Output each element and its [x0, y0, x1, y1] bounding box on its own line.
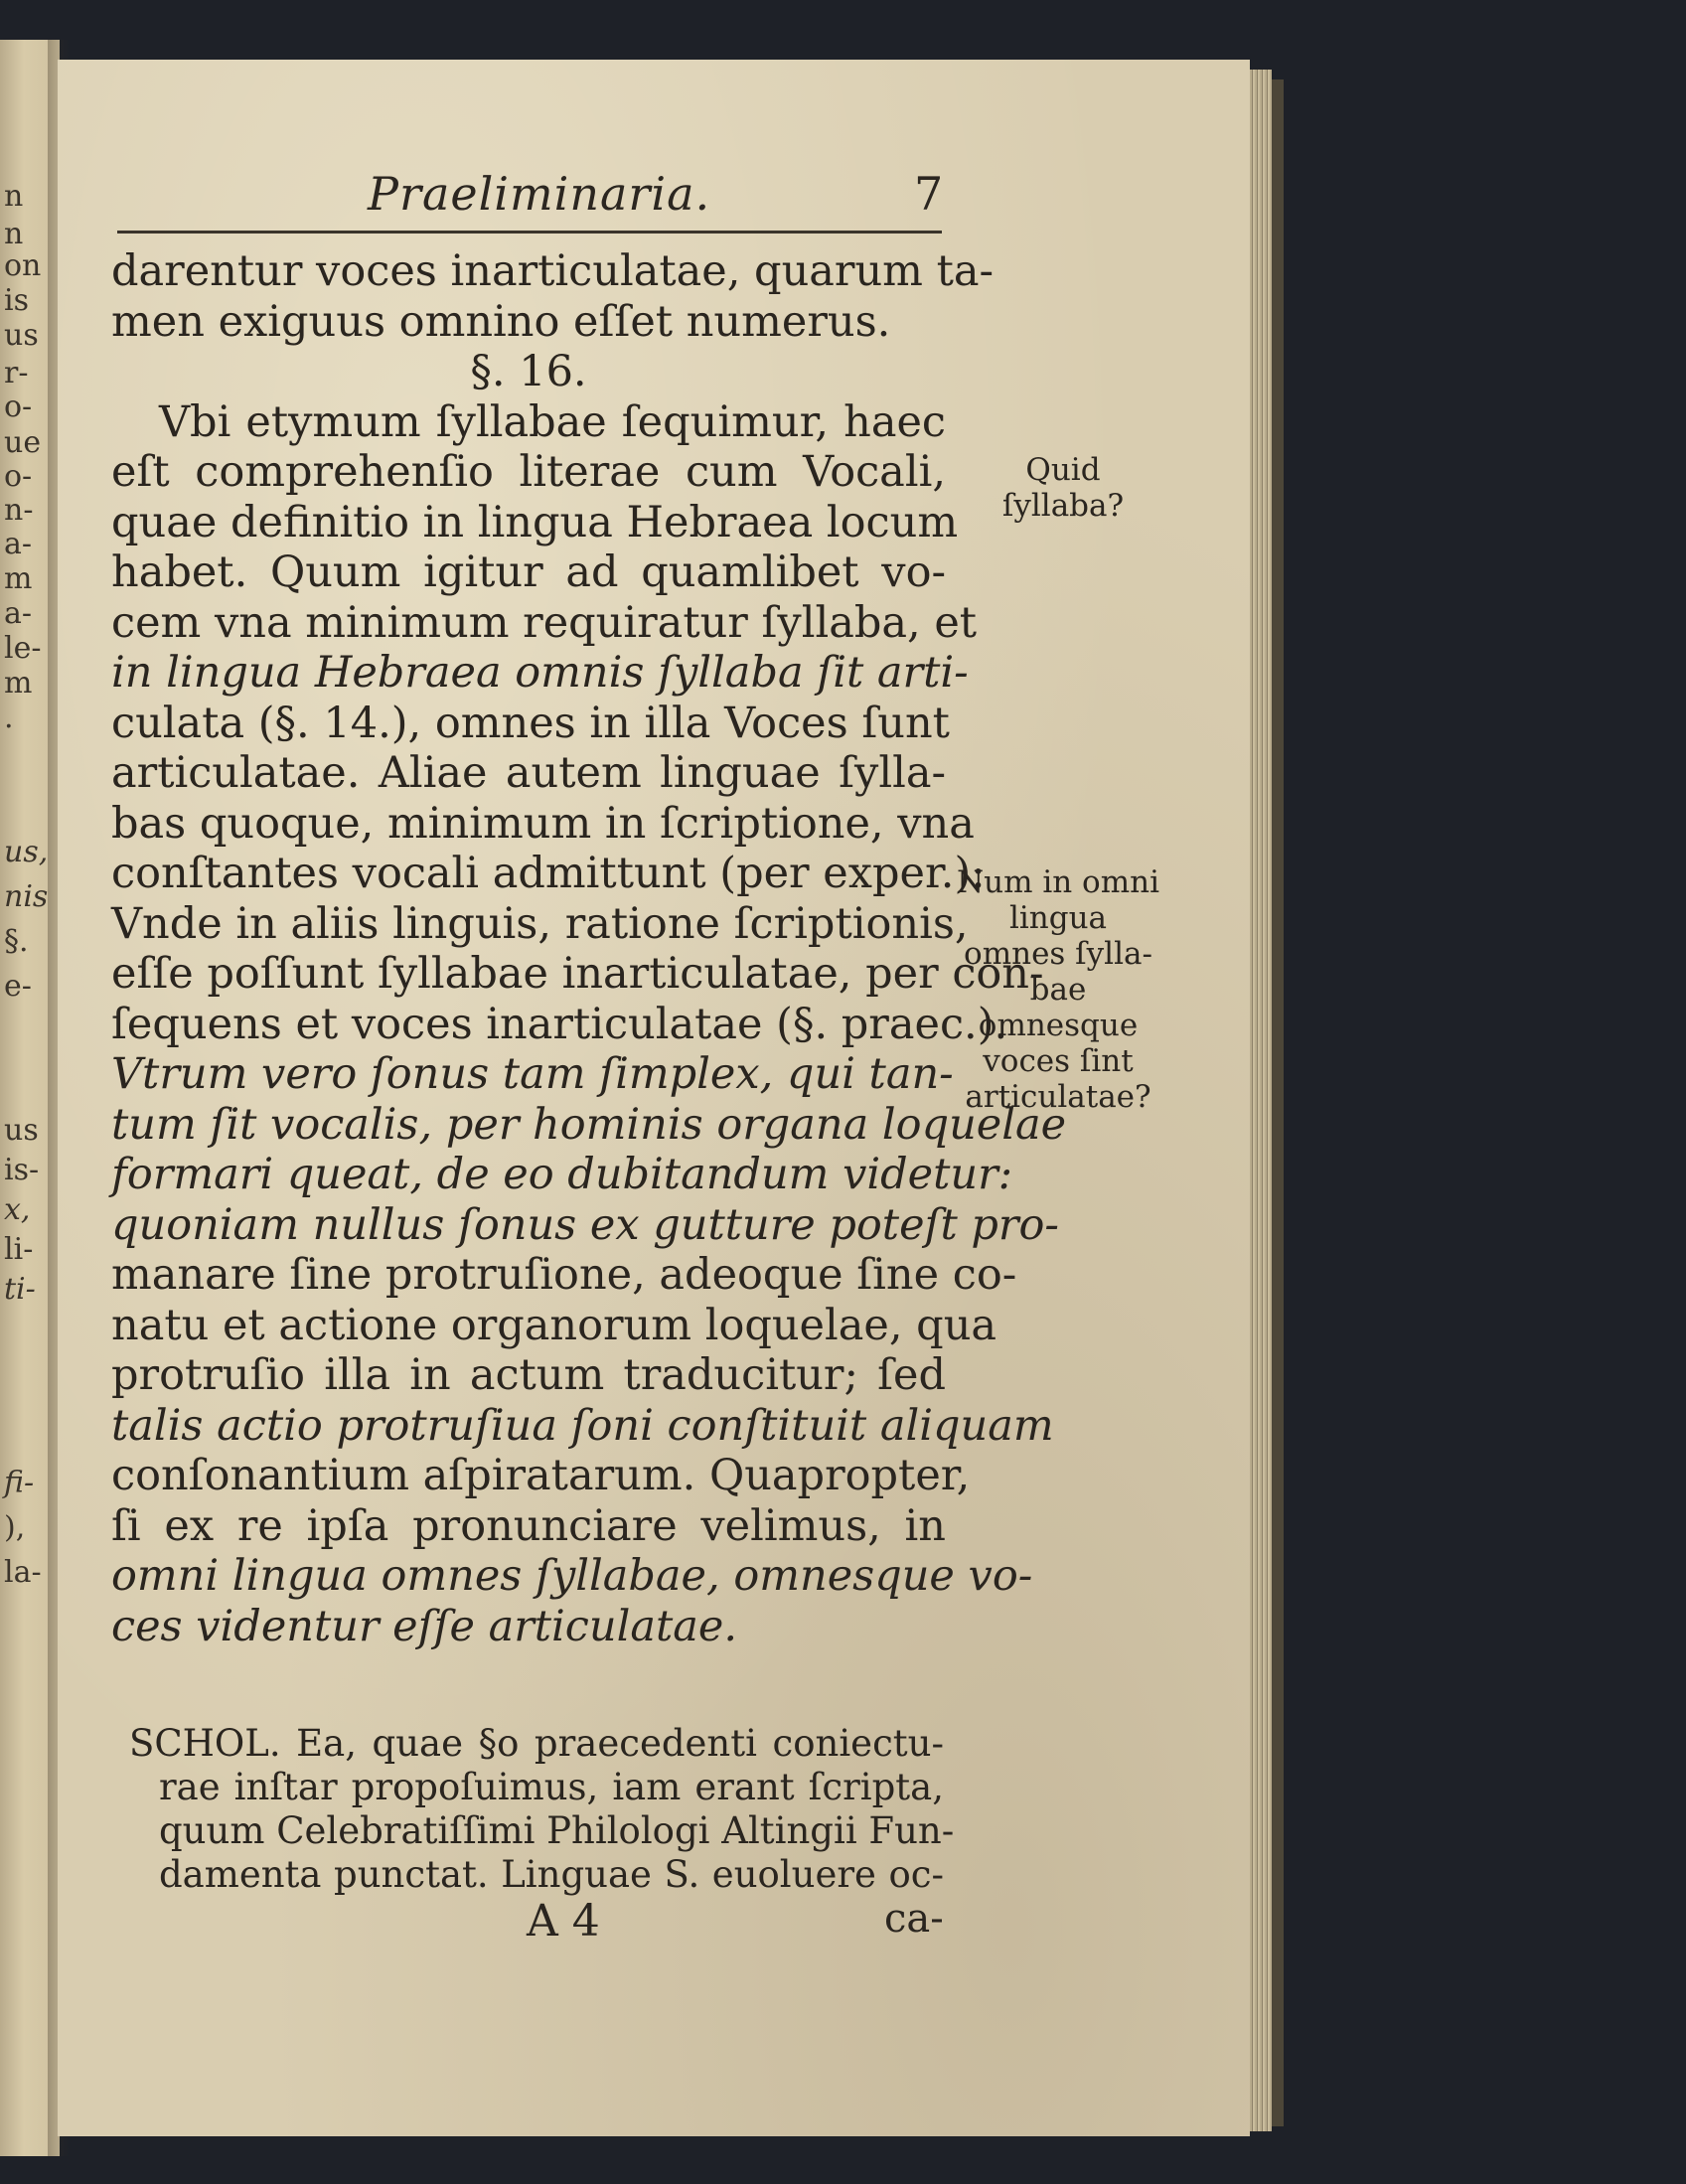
- marginal-line: omnesque: [978, 1008, 1139, 1043]
- text-line: cem vna minimum requiratur ſyllaba, et: [111, 597, 978, 648]
- text-line: darentur voces inarticulatae, quarum ta-: [111, 246, 995, 296]
- marginal-note-num-in-omni-lingua: [944, 864, 1172, 1115]
- facing-page-fragment: on: [4, 248, 42, 283]
- text-line: eſt comprehenſio literae cum Vocali,: [111, 447, 946, 497]
- text-line: men exiguus omnino eſſet numerus.: [111, 296, 891, 347]
- facing-page-fragment: a-: [4, 596, 33, 631]
- facing-page-fragment: ti-: [4, 1272, 36, 1307]
- facing-page-fragment: m: [4, 666, 33, 701]
- marginal-note-quid-syllaba: [979, 452, 1148, 524]
- text-line: conſonantium aſpiratarum. Quapropter,: [111, 1451, 971, 1500]
- text-line: quae definitio in lingua Hebraea locum: [111, 497, 959, 547]
- text-line: manare ſine protruſione, adeoque ſine co-: [111, 1250, 1017, 1300]
- facing-page-fragment: o-: [4, 459, 33, 494]
- facing-page-fragment: e-: [4, 969, 32, 1004]
- facing-page-fragment: is: [4, 283, 29, 318]
- catchword: ca-: [884, 1896, 944, 1942]
- scholium-line: damenta punctat. Linguae S. euoluere oc-: [159, 1853, 944, 1896]
- marginal-line: bae: [1029, 972, 1087, 1008]
- facing-page-fragment: n-: [4, 493, 34, 528]
- text-line: ſequens et voces inarticulatae (§. praec.).: [111, 999, 1008, 1049]
- facing-page-fragment: nis: [4, 879, 49, 914]
- text-line: conſtantes vocali admittunt (per exper.):: [111, 849, 986, 898]
- facing-page-fragment: .: [4, 701, 14, 735]
- running-head: Praeliminaria.: [368, 167, 711, 221]
- page-edges: [1250, 70, 1272, 2131]
- section-heading: §. 16.: [470, 347, 587, 396]
- marginal-line: Quid: [1025, 452, 1101, 488]
- text-line: ces videntur eſſe articulatae.: [111, 1601, 737, 1651]
- facing-page-fragment: is-: [4, 1153, 40, 1187]
- facing-page-fragment: a-: [4, 527, 33, 561]
- facing-page-fragment: n: [4, 179, 24, 214]
- facing-page-fragment: li-: [4, 1232, 34, 1267]
- text-line: eſſe poſſunt ſyllabae inarticulatae, per con-: [111, 949, 1044, 999]
- page-number: 7: [914, 167, 944, 221]
- text-line: in lingua Hebraea omnis ſyllaba ſit arti-: [111, 648, 969, 698]
- scholium-line: SCHOL. Ea, quae §o praecedenti coniectu-: [129, 1722, 944, 1765]
- text-line: ſi ex re ipſa pronunciare velimus, in: [111, 1500, 946, 1551]
- text-line: articulatae. Aliae autem linguae ſylla-: [111, 748, 946, 798]
- facing-page-fragment: us: [4, 1113, 39, 1148]
- facing-page-fragment: ue: [4, 425, 42, 460]
- facing-page-fragment: m: [4, 561, 33, 596]
- text-line: tum ſit vocalis, per hominis organa loquelae: [111, 1099, 1067, 1150]
- marginal-line: omnes ſylla-: [964, 936, 1152, 972]
- text-line: habet. Quum igitur ad quamlibet vo-: [111, 547, 946, 597]
- text-line: Vbi etymum ſyllabae ſequimur, haec: [159, 396, 946, 447]
- text-line: protruſio illa in actum traducitur; ſed: [111, 1350, 946, 1400]
- facing-page-fragment: x,: [4, 1192, 31, 1227]
- facing-page-fragment: ),: [4, 1510, 26, 1545]
- text-line: culata (§. 14.), omnes in illa Voces ſunt: [111, 698, 950, 748]
- facing-page-fragment: n: [4, 217, 24, 251]
- text-line: formari queat, de eo dubitandum videtur:: [111, 1150, 1013, 1199]
- text-line: talis actio protruſiua ſoni conſtituit aliquam: [111, 1400, 1054, 1451]
- facing-page-fragment: r-: [4, 356, 29, 390]
- page-edge-shadow: [1272, 79, 1284, 2126]
- facing-page-fragment: fi-: [4, 1466, 35, 1500]
- scholium-line: quum Celebratiſſimi Philologi Altingii Fun-: [159, 1809, 955, 1852]
- facing-page-fragment: §.: [4, 924, 29, 959]
- facing-page-fragment: us,: [4, 835, 49, 869]
- text-line: omni lingua omnes ſyllabae, omnesque vo-: [111, 1551, 1033, 1601]
- text-line: bas quoque, minimum in ſcriptione, vna: [111, 798, 975, 849]
- facing-page-fragment: us: [4, 318, 39, 353]
- text-line: Vnde in aliis linguis, ratione ſcriptionis,: [111, 898, 969, 949]
- marginal-line: lingua: [1008, 900, 1108, 936]
- text-line: natu et actione organorum loquelae, qua: [111, 1300, 997, 1350]
- marginal-line: articulatae?: [965, 1079, 1151, 1115]
- text-line: quoniam nullus ſonus ex gutture poteſt pro-: [111, 1199, 1059, 1250]
- marginal-line: voces ſint: [983, 1043, 1134, 1079]
- text-line: Vtrum vero ſonus tam ſimplex, qui tan-: [111, 1049, 954, 1099]
- marginal-line: Num in omni: [956, 864, 1159, 900]
- facing-page-fragment: o-: [4, 390, 33, 424]
- scholium-line: rae inſtar propoſuimus, iam erant ſcripta,: [159, 1766, 944, 1808]
- facing-page-fragment: le-: [4, 631, 42, 666]
- scholium: [129, 1722, 955, 1897]
- facing-page-fragment: la-: [4, 1555, 42, 1590]
- marginal-line: ſyllaba?: [1001, 488, 1125, 524]
- header-rule: [117, 231, 942, 234]
- signature-mark: A 4: [527, 1896, 600, 1947]
